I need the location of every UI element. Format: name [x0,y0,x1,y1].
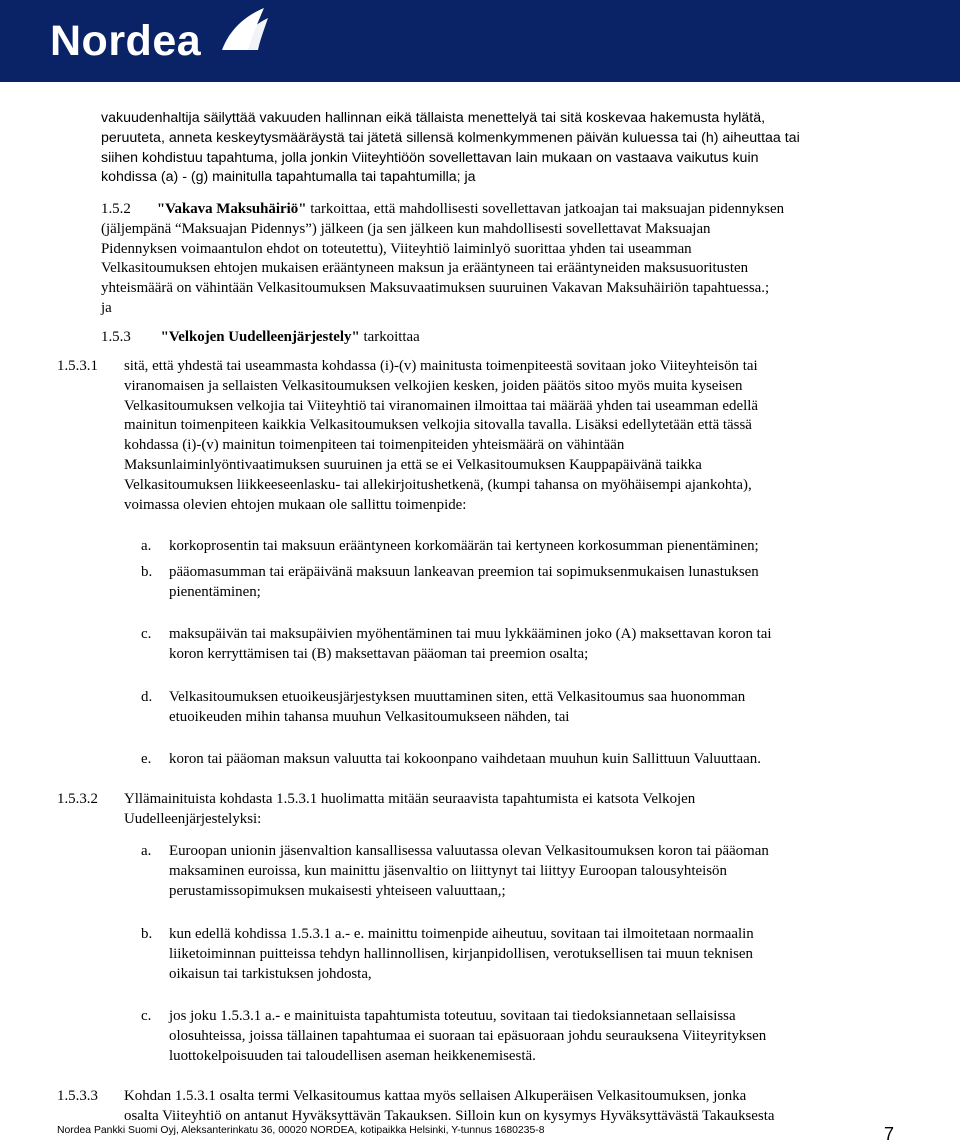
text-line: kohdissa (a) - (g) mainitulla tapahtumalla tai tapahtumilla; ja [101,169,476,186]
defined-term: "Vakava Maksuhäiriö" [156,201,307,217]
list-item [141,842,893,901]
text-line: Velkasitoumuksen liikkeeseenlasku- tai allekirjoitushetkenä, (kumpi tahansa on myöhäisempi ajankohta), [124,476,752,493]
text-line: Euroopan unionin jäsenvaltion kansallisessa valuutassa olevan Velkasitoumuksen koron tai pääoman [169,843,769,859]
text-line: ja [101,299,112,316]
text-line: viranomaisen ja sellaisten Velkasitoumuksen velkojien kesken, joiden päätös sitoo myös muita kyseisen [124,377,743,394]
section-1-5-3-2-number: 1.5.3.2 [57,791,98,807]
text-line: perustamissopimuksen mukaisesti yhteiseen valuuttaan,; [169,882,506,899]
list-label: b. [141,564,153,580]
list-item [141,750,901,770]
text-line: sitä, että yhdestä tai useammasta kohdassa (i)-(v) mainitusta toimenpiteestä sovitaan joko Viiteyhteisön tai [124,358,758,374]
text-line: vakuudenhaltija säilyttää vakuuden hallinnan eikä tällaista menettelyä tai sitä koskevaa hakemusta hylätä, [101,110,766,126]
text-line: (jäljempänä “Maksuajan Pidennys”) jälkeen (ja sen jälkeen kun mahdollisesti sovellettavat Maksuajan [101,220,711,237]
text-line: pienentäminen; [169,583,261,600]
text-line: kun edellä kohdissa 1.5.3.1 a.- e. mainittu toimenpide aiheutuu, sovitaan tai ilmoitetaan normaalin [169,926,754,942]
list-item [141,925,893,984]
text-line: Velkasitoumuksen etuoikeusjärjestyksen muuttaminen siten, että Velkasitoumus saa huonomman [169,689,746,705]
text-line: Velkasitoumuksen ehtojen mukaisen erääntyneen maksun ja erääntyneen tai erääntyneiden maksusuoritusten [101,260,749,277]
text-line: etuoikeuden mihin tahansa muuhun Velkasitoumukseen nähden, tai [169,708,570,725]
defined-term: "Velkojen Uudelleenjärjestely" [160,329,360,345]
list-label: a. [141,843,152,859]
section-number: 1.5.2 [101,201,131,217]
text-line: liiketoiminnan puitteissa tehdyn hallinnollisen, kirjanpidollisen, verotuksellisen tai muun teknisen [169,945,753,962]
list-label: a. [141,538,152,554]
list-item [141,563,893,603]
section-1-5-3-3-body [124,1087,914,1127]
nordea-logo[interactable] [50,6,201,66]
list-item [141,1007,893,1066]
text-line: mainitun toimenpiteen kaikkia Velkasitoumuksen velkojia sitovalla tavalla. Lisäksi edellytetään että tässä [124,417,752,434]
text-line: yhteismäärä on vähintään Velkasitoumuksen Maksuvaatimuksen suuruinen Vakavan Maksuhäiriön tapahtuessa.; [101,280,770,297]
text-line: pääomasumman tai eräpäivänä maksuun lankeavan preemion tai sopimuksenmukaisen lunastuksen [169,564,759,580]
text-line: siihen kohdistuu tapahtuma, jolla jonkin Viiteyhtiöön sovellettavan lain mukaan on vastaava vaikutus kuin [101,149,759,166]
text-line: Velkasitoumuksen velkojia tai Viiteyhtiö tai viranomainen ilmoittaa tai määrää yhden tai useamman edellä [124,397,758,414]
section-1-5-3-3-number: 1.5.3.3 [57,1088,98,1104]
page-number: 7 [883,1124,894,1144]
page-footer: Nordea Pankki Suomi Oyj, Aleksanterinkatu 36, 00020 NORDEA, kotipaikka Helsinki, Y-tunnus 1680235-8 [57,1125,545,1136]
section-1-5-2 [101,200,901,319]
text-line: Maksunlaiminlyöntivaatimuksen suuruinen ja että se ei Velkasitoumuksen Kauppapäivänä taikka [124,456,702,473]
text-line: Uudelleenjärjestelyksi: [124,810,262,827]
text-line: oikaisun tai tarkistuksen johdosta, [169,965,372,982]
text-line: koron tai pääoman maksun valuutta tai kokoonpano vaihdetaan muuhun kuin Sallittuun Valuuttaan. [169,751,761,767]
intro-paragraph [101,109,901,188]
list-item [141,688,893,728]
text-line: Yllämainituista kohdasta 1.5.3.1 huolimatta mitään seuraavista tapahtumista ei katsota Velkojen [124,791,696,807]
list-label: c. [141,1008,152,1024]
text-line: osalta Viiteyhtiö on antanut Hyväksyttävän Takauksen. Silloin kun on kysymys Hyväksyttävästä Takauksesta [124,1107,775,1124]
section-number: 1.5.3 [101,329,131,345]
section-1-5-3-1-number: 1.5.3.1 [57,358,98,374]
list-label: c. [141,626,152,642]
section-1-5-3-1-body [124,357,904,515]
list-label: b. [141,926,153,942]
list-label: d. [141,689,153,705]
list-item [141,625,893,665]
text-line: kohdassa (i)-(v) mainitun toimenpiteen tai toimenpiteiden yhteismäärä on vähintään [124,437,625,454]
text-line: Kohdan 1.5.3.1 osalta termi Velkasitoumus kattaa myös sellaisen Alkuperäisen Velkasitoumuksen, jonka [124,1088,747,1104]
text-line: maksupäivän tai maksupäivien myöhentäminen tai muu lykkääminen joko (A) maksettavan koron tai [169,626,772,642]
section-1-5-3 [101,328,901,348]
text-line: peruuteta, anneta keskeytysmääräystä tai jätetä sillensä kolmenkymmenen päivän kuluessa tai (h) aiheuttaa tai [101,129,800,146]
text-line: olosuhteissa, joissa tällainen tapahtumaa ei suoraan tai epäsuoraan johdu seurauksena Viiteyrityksen [169,1027,767,1044]
text-line: Pidennyksen voimaantulon ehdot on toteutettu), Viiteyhtiö laiminlyö suorittaa yhden tai useamman [101,240,692,257]
list-item [141,537,901,557]
brand-wordmark: Nordea [50,17,202,65]
text-line: luottokelpoisuuden tai taloudellisen aseman heikkenemisestä. [169,1047,536,1064]
nordea-sail-icon [218,6,270,54]
section-1-5-3-2-body [124,790,904,830]
text-line: maksaminen euroissa, kun mainittu jäsenvaltio on liittynyt tai liittyy Euroopan talousyhteisön [169,862,727,879]
header-bar [0,0,960,82]
text-line: tarkoittaa, että mahdollisesti sovellettavan jatkoajan tai maksuajan pidennyksen [310,201,785,217]
section-heading-line [101,200,901,220]
list-label: e. [141,751,152,767]
text-line: jos joku 1.5.3.1 a.- e mainituista tapahtumista toteutuu, sovitaan tai tiedoksiannetaan sellaisissa [169,1008,736,1024]
text-line: korkoprosentin tai maksuun erääntyneen korkomäärän tai kertyneen korkosumman pienentäminen; [169,538,759,554]
text-line: tarkoittaa [363,329,420,345]
text-line: koron kerryttämisen tai (B) maksettavan pääoman tai preemion osalta; [169,645,589,662]
text-line: voimassa olevien ehtojen mukaan ole sallittu toimenpide: [124,496,467,513]
